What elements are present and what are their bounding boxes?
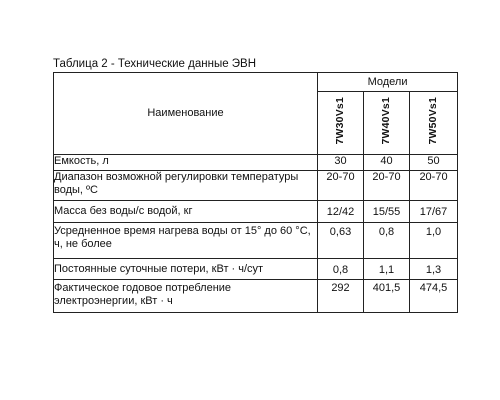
header-model-2 [364, 92, 410, 155]
cell-value: 1,3 [410, 259, 458, 280]
cell-value: 474,5 [410, 280, 458, 313]
cell-value: 20-70 [410, 171, 458, 201]
row-name: Емкость, л [54, 155, 318, 171]
table-row [54, 259, 458, 280]
table-row [54, 280, 458, 313]
row-name: Постоянные суточные потери, кВт · ч/сут [54, 259, 318, 280]
cell-value: 50 [410, 155, 458, 171]
header-model-3 [410, 92, 458, 155]
header-name: Наименование [54, 73, 318, 155]
model-label: 7W40Vs1 [380, 97, 392, 145]
cell-value: 401,5 [364, 280, 410, 313]
header-row-models [54, 73, 458, 92]
row-name: Фактическое годовое потребление электроэнергии, кВт · ч [54, 280, 318, 313]
cell-value: 0,8 [318, 259, 364, 280]
cell-value: 292 [318, 280, 364, 313]
table-caption: Таблица 2 - Технические данные ЭВН [53, 58, 257, 70]
row-name: Диапазон возможной регулировки температуры воды, ºС [54, 171, 318, 201]
specifications-table [53, 72, 458, 313]
cell-value: 30 [318, 155, 364, 171]
cell-value: 0,8 [364, 223, 410, 259]
cell-value: 15/55 [364, 201, 410, 223]
table-row [54, 155, 458, 171]
table-row [54, 223, 458, 259]
header-model-1 [318, 92, 364, 155]
cell-value: 20-70 [364, 171, 410, 201]
table-row [54, 201, 458, 223]
header-models: Модели [318, 73, 458, 92]
model-label: 7W30Vs1 [334, 97, 346, 145]
cell-value: 1,1 [364, 259, 410, 280]
table-row [54, 171, 458, 201]
row-name: Усредненное время нагрева воды от 15° до 60 °С, ч, не более [54, 223, 318, 259]
cell-value: 12/42 [318, 201, 364, 223]
cell-value: 0,63 [318, 223, 364, 259]
cell-value: 17/67 [410, 201, 458, 223]
cell-value: 20-70 [318, 171, 364, 201]
cell-value: 40 [364, 155, 410, 171]
model-label: 7W50Vs1 [427, 97, 440, 145]
row-name: Масса без воды/с водой, кг [54, 201, 318, 223]
cell-value: 1,0 [410, 223, 458, 259]
